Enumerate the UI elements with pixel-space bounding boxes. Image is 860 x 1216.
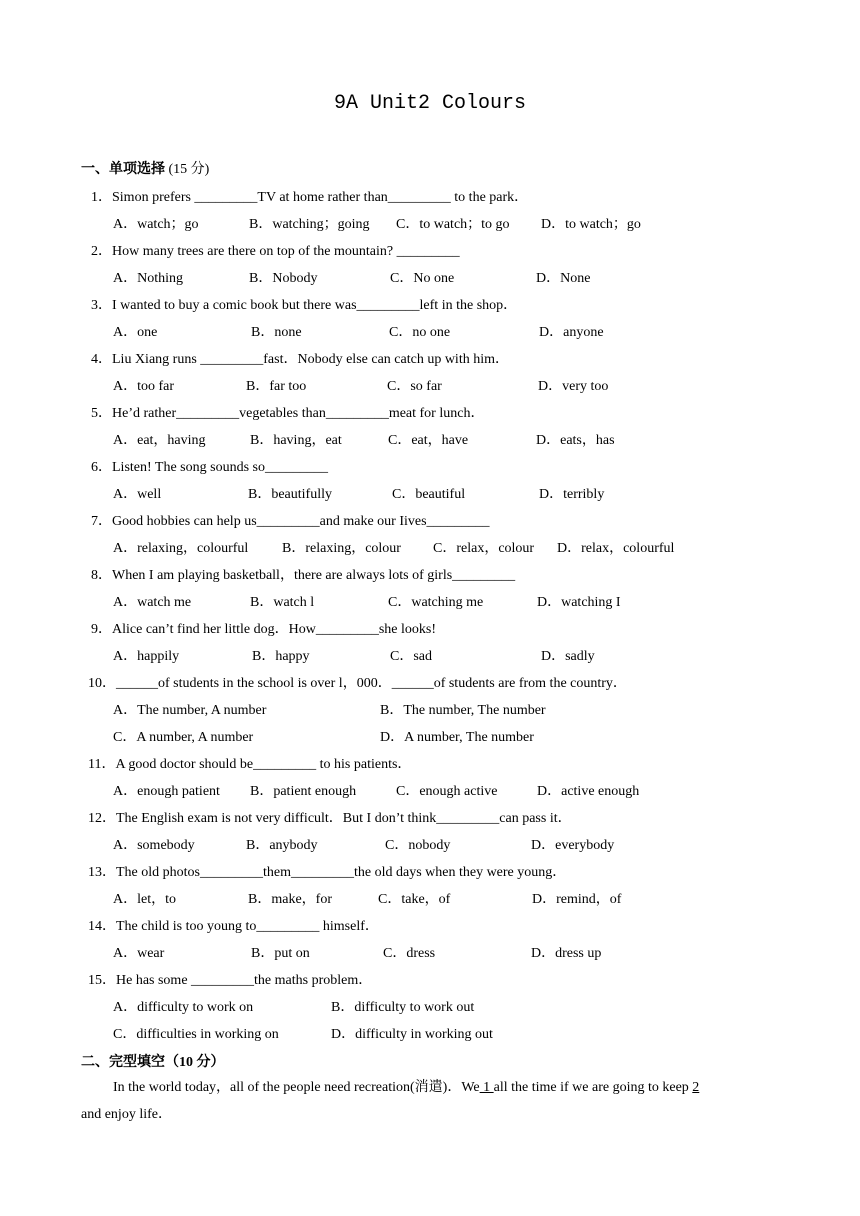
option-a: A．Nothing	[113, 271, 183, 286]
option-b: B．difficulty to work out	[331, 1000, 475, 1015]
option-c: C．No one	[390, 271, 455, 286]
question-number: 1．	[91, 190, 112, 205]
option-c: C．difficulties in working on	[113, 1027, 279, 1042]
question-9	[91, 618, 436, 638]
question-number: 15．	[88, 973, 116, 988]
question-text: Alice can’t find her little dog．How_________she looks!	[112, 622, 437, 637]
question-text: He’d rather_________vegetables than_________meat for lunch．	[112, 406, 485, 421]
option-c: C．dress	[383, 946, 436, 961]
cloze-passage	[81, 1074, 781, 1128]
passage-text: In the world today，all of the people need recreation(消遣)．We	[113, 1080, 480, 1095]
question-number: 14．	[88, 919, 116, 934]
question-14	[88, 915, 379, 935]
question-6	[91, 456, 328, 476]
option-b: B．having，eat	[250, 433, 342, 448]
option-c: C．relax，colour	[433, 541, 535, 556]
option-a: A．The number, A number	[113, 703, 267, 718]
option-a: A．watch me	[113, 595, 192, 610]
question-text: How many trees are there on top of the mountain? _________	[112, 244, 460, 259]
question-text: The old photos_________them_________the old days when they were young．	[116, 865, 567, 880]
question-text: Listen! The song sounds so_________	[112, 460, 328, 475]
question-text: Liu Xiang runs _________fast．Nobody else can catch up with him．	[112, 352, 509, 367]
option-d: D．remind，of	[532, 892, 622, 907]
section-points: (15 分)	[168, 162, 210, 177]
question-number: 9．	[91, 622, 112, 637]
option-d: D．eats，has	[536, 433, 615, 448]
option-c: C．so far	[387, 379, 442, 394]
option-b: B．watch l	[250, 595, 315, 610]
question-13	[88, 861, 566, 881]
option-a: A．well	[113, 487, 162, 502]
option-c: C．A number, A number	[113, 730, 254, 745]
option-c: C．nobody	[385, 838, 451, 853]
question-text: The English exam is not very difficult．But I don’t think_________can pass it．	[116, 811, 572, 826]
option-b: B．The number, The number	[380, 703, 546, 718]
question-number: 4．	[91, 352, 112, 367]
passage-line-1	[81, 1074, 781, 1101]
question-number: 8．	[91, 568, 112, 583]
question-text: The child is too young to_________ himself．	[116, 919, 379, 934]
option-a: A．difficulty to work on	[113, 1000, 254, 1015]
question-text: Simon prefers _________TV at home rather than_________ to the park．	[112, 190, 529, 205]
option-b: B．patient enough	[250, 784, 357, 799]
option-b: B．watching；going	[249, 217, 370, 232]
question-text: Good hobbies can help us_________and make our Iives_________	[112, 514, 490, 529]
question-15	[88, 969, 372, 989]
option-c: C．eat，have	[388, 433, 469, 448]
option-a: A．happily	[113, 649, 180, 664]
option-b: B．put on	[251, 946, 310, 961]
option-b: B．far too	[246, 379, 307, 394]
option-a: A．wear	[113, 946, 165, 961]
question-number: 13．	[88, 865, 116, 880]
option-d: D．A number, The number	[380, 730, 534, 745]
question-text: He has some _________the maths problem．	[116, 973, 373, 988]
question-text: I wanted to buy a comic book but there was_________left in the shop．	[112, 298, 518, 313]
option-d: D．difficulty in working out	[331, 1027, 493, 1042]
option-c: C．no one	[389, 325, 451, 340]
question-text: When I am playing basketball，there are always lots of girls_________	[112, 568, 516, 583]
option-d: D．terribly	[539, 487, 605, 502]
question-number: 11．	[88, 757, 116, 772]
option-a: A．too far	[113, 379, 175, 394]
option-c: C．beautiful	[392, 487, 466, 502]
option-a: A．watch；go	[113, 217, 199, 232]
option-d: D．active enough	[537, 784, 640, 799]
option-b: B．make，for	[248, 892, 332, 907]
question-5	[91, 402, 484, 422]
option-c: C．watching me	[388, 595, 484, 610]
option-b: B．happy	[252, 649, 310, 664]
question-8	[91, 564, 515, 584]
option-d: D．very too	[538, 379, 609, 394]
question-12	[88, 807, 572, 827]
question-4	[91, 348, 509, 368]
option-b: B．none	[251, 325, 302, 340]
option-b: B．Nobody	[249, 271, 318, 286]
question-11	[88, 753, 411, 773]
option-c: C．to watch；to go	[396, 217, 510, 232]
option-b: B．anybody	[246, 838, 318, 853]
question-text: ______of students in the school is over l，000．______of students are from the country．	[116, 676, 627, 691]
question-2	[91, 240, 460, 260]
page-title: 9A Unit2 Colours	[333, 92, 527, 115]
passage-text: all the time if we are going to keep	[493, 1080, 693, 1095]
question-10	[88, 672, 627, 692]
option-b: B．relaxing，colour	[282, 541, 401, 556]
question-number: 12．	[88, 811, 116, 826]
option-a: A．enough patient	[113, 784, 220, 799]
section-heading-1	[81, 158, 209, 178]
option-d: D．to watch；go	[541, 217, 641, 232]
question-7	[91, 510, 490, 530]
section-heading-label: 一、单项选择	[81, 162, 165, 177]
option-d: D．relax，colourful	[557, 541, 675, 556]
option-a: A．relaxing，colourful	[113, 541, 249, 556]
option-a: A．eat，having	[113, 433, 206, 448]
question-number: 7．	[91, 514, 112, 529]
question-number: 6．	[91, 460, 112, 475]
option-a: A．one	[113, 325, 158, 340]
option-c: C．sad	[390, 649, 432, 664]
passage-line-2: and enjoy life．	[81, 1107, 172, 1122]
option-c: C．enough active	[396, 784, 498, 799]
question-number: 10．	[88, 676, 116, 691]
option-a: A．let，to	[113, 892, 176, 907]
option-d: D．everybody	[531, 838, 615, 853]
question-text: A good doctor should be_________ to his patients．	[115, 757, 412, 772]
option-d: D．sadly	[541, 649, 595, 664]
option-c: C．take，of	[378, 892, 451, 907]
question-3	[91, 294, 517, 314]
section-heading-2: 二、完型填空（10 分）	[81, 1055, 225, 1070]
option-d: D．None	[536, 271, 591, 286]
blank-2: 2	[692, 1080, 700, 1095]
option-b: B．beautifully	[248, 487, 332, 502]
option-d: D．watching I	[537, 595, 621, 610]
option-d: D．dress up	[531, 946, 602, 961]
option-d: D．anyone	[539, 325, 604, 340]
question-number: 3．	[91, 298, 112, 313]
question-number: 5．	[91, 406, 112, 421]
question-number: 2．	[91, 244, 112, 259]
blank-1: 1	[479, 1080, 494, 1095]
option-a: A．somebody	[113, 838, 195, 853]
question-1	[91, 186, 528, 206]
